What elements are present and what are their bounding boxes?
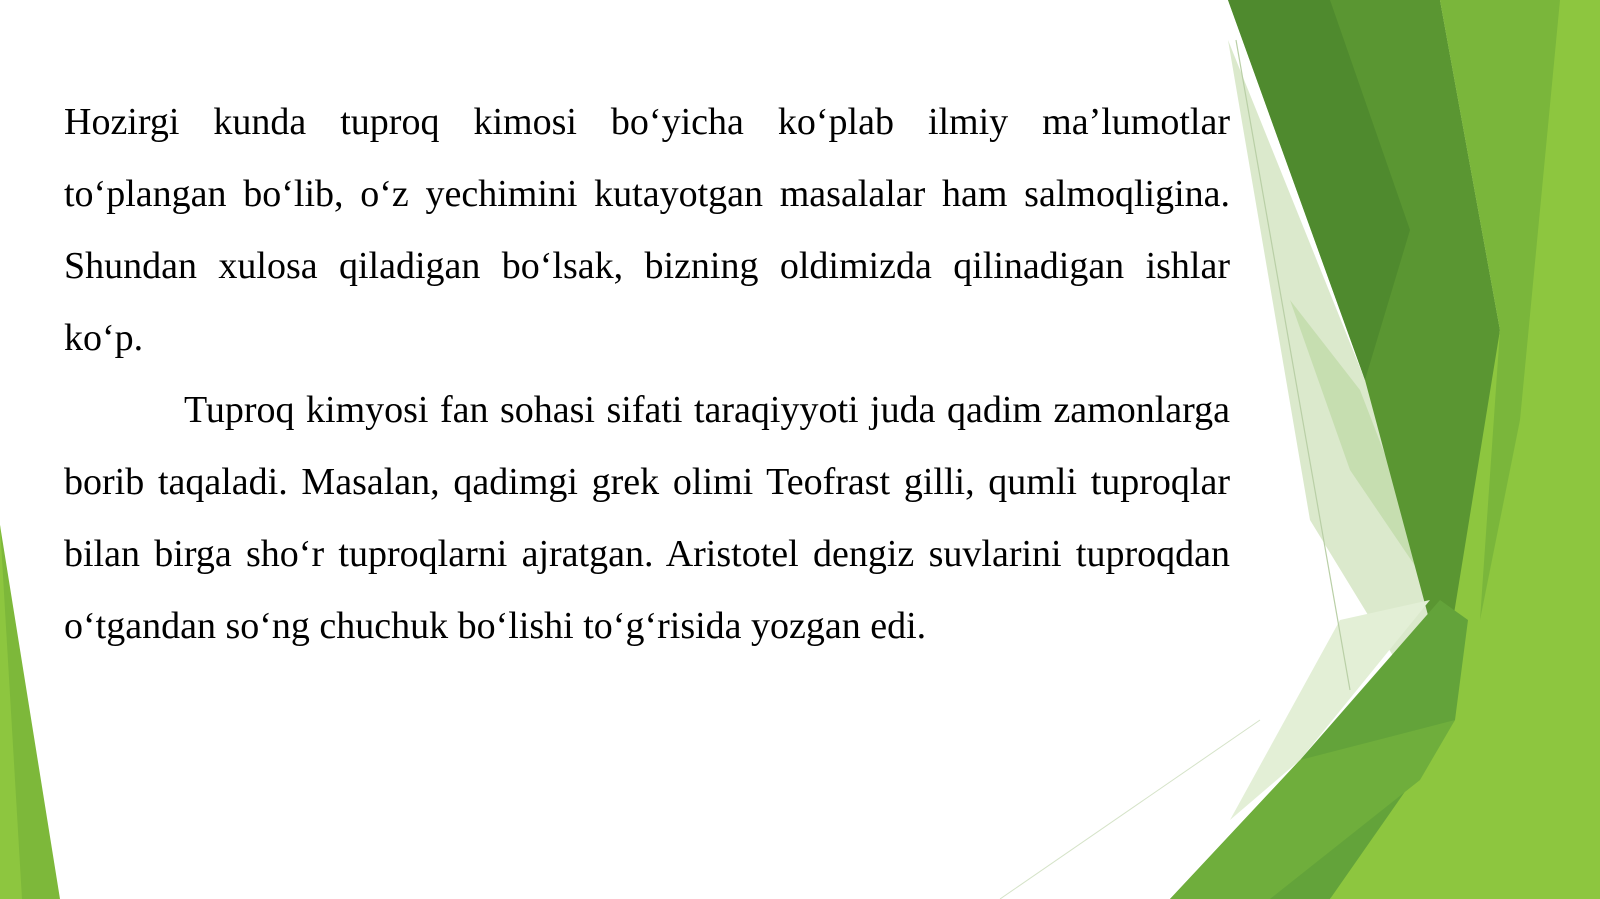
paragraph-1: Hozirgi kunda tuproq kimosi bo‘yicha ko‘plab ilmiy ma’lumotlar to‘plangan bo‘lib, o‘z yechimini kutayotgan masalalar ham salmoqligina. Shundan xulosa qiladigan bo‘lsak, bizning oldimizda qilinadigan ishlar ko‘p. (64, 101, 1230, 359)
body-text (64, 86, 1230, 662)
paragraph-2: Tuproq kimyosi fan sohasi sifati taraqiyyoti juda qadim zamonlarga borib taqaladi. Masalan, qadimgi grek olimi Teofrast gilli, qumli tuproqlar bilan birga sho‘r tuproqlarni ajratgan. Aristotel dengiz suvlarini tuproqdan o‘tgandan so‘ng chuchuk bo‘lishi to‘g‘risida yozgan edi. (64, 389, 1230, 647)
